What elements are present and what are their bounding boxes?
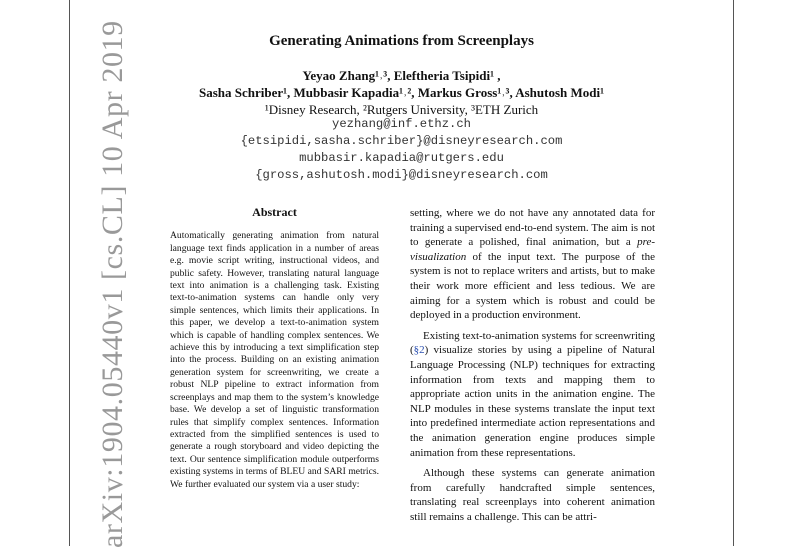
email-block (70, 116, 733, 184)
authors-line-2: Sasha Schriber¹, Mubbasir Kapadia¹˒², Markus Gross¹˒³, Ashutosh Modi¹ (198, 85, 605, 100)
email-line: mubbasir.kapadia@rutgers.edu (299, 151, 504, 165)
author-block (70, 67, 733, 118)
email-line: {etsipidi,sasha.schriber}@disneyresearch.com (240, 134, 563, 148)
affiliations: ¹Disney Research, ²Rutgers University, ³ETH Zurich (264, 102, 539, 117)
authors-line-1: Yeyao Zhang¹˒³, Eleftheria Tsipidi¹ , (302, 68, 501, 83)
abstract-heading: Abstract (252, 205, 297, 219)
paper-title: Generating Animations from Screenplays (269, 33, 534, 49)
intro-paragraph-3: Although these systems can generate animation from carefully handcrafted simple sentences, translating real screenplays into coherent animation still remains a challenge. This can be attri- (410, 467, 655, 523)
abstract-text: Automatically generating animation from natural language text finds application in a number of areas e.g. movie script writing, instructional videos, and public safety. However, translating natural language text into animation is a challenging task. Existing text-to-animation systems can handle only very simple sentences, which limits their applications. In this paper, we develop a text-to-animation system which is capable of handling complex sentences. We achieve this by introducing a text simplification step into the process. Building on an existing animation generation system for screenwriting, we create a robust NLP pipeline to extract information from screenplays and map them to the system’s knowledge base. We develop a set of linguistic transformation rules that simplify complex sentences. Information extracted from the simplified sentences is used to generate a rough storyboard and video depicting the text. Our sentence simplification module outperforms existing systems in terms of BLEU and SARI metrics. We further evaluated our system via a user study: (170, 230, 379, 490)
emphasis: pre-visualization (410, 236, 655, 263)
paper-page (69, 0, 734, 546)
arxiv-identifier: arXiv:1904.05440v1 [cs.CL] 10 Apr 2019 (96, 20, 129, 548)
section-reference-link[interactable]: §2 (413, 344, 425, 357)
abstract-column (170, 206, 379, 491)
intro-column (410, 206, 655, 530)
intro-paragraph-2: Existing text-to-animation systems for screenwriting (§2) visualize stories by using a pipeline of Natural Language Processing (NLP) techniques for extracting information from texts and mapping them to appropriate action units in the animation engine. The NLP modules in these systems translate the input text into predefined intermediate action representations and the animation generation engine produces simple animation from these representations. (410, 329, 655, 459)
email-line: {gross,ashutosh.modi}@disneyresearch.com (255, 168, 548, 182)
email-line: yezhang@inf.ethz.ch (332, 117, 471, 131)
intro-paragraph-1: setting, where we do not have any annotated data for training a supervised end-to-end system. The aim is not to generate a polished, final animation, but a pre-visualization of the input text. The purpose of the system is not to replace writers and artists, but to make their work more efficient and less tedious. We are aiming for a system which is robust and could be deployed in a production environment. (410, 207, 655, 322)
